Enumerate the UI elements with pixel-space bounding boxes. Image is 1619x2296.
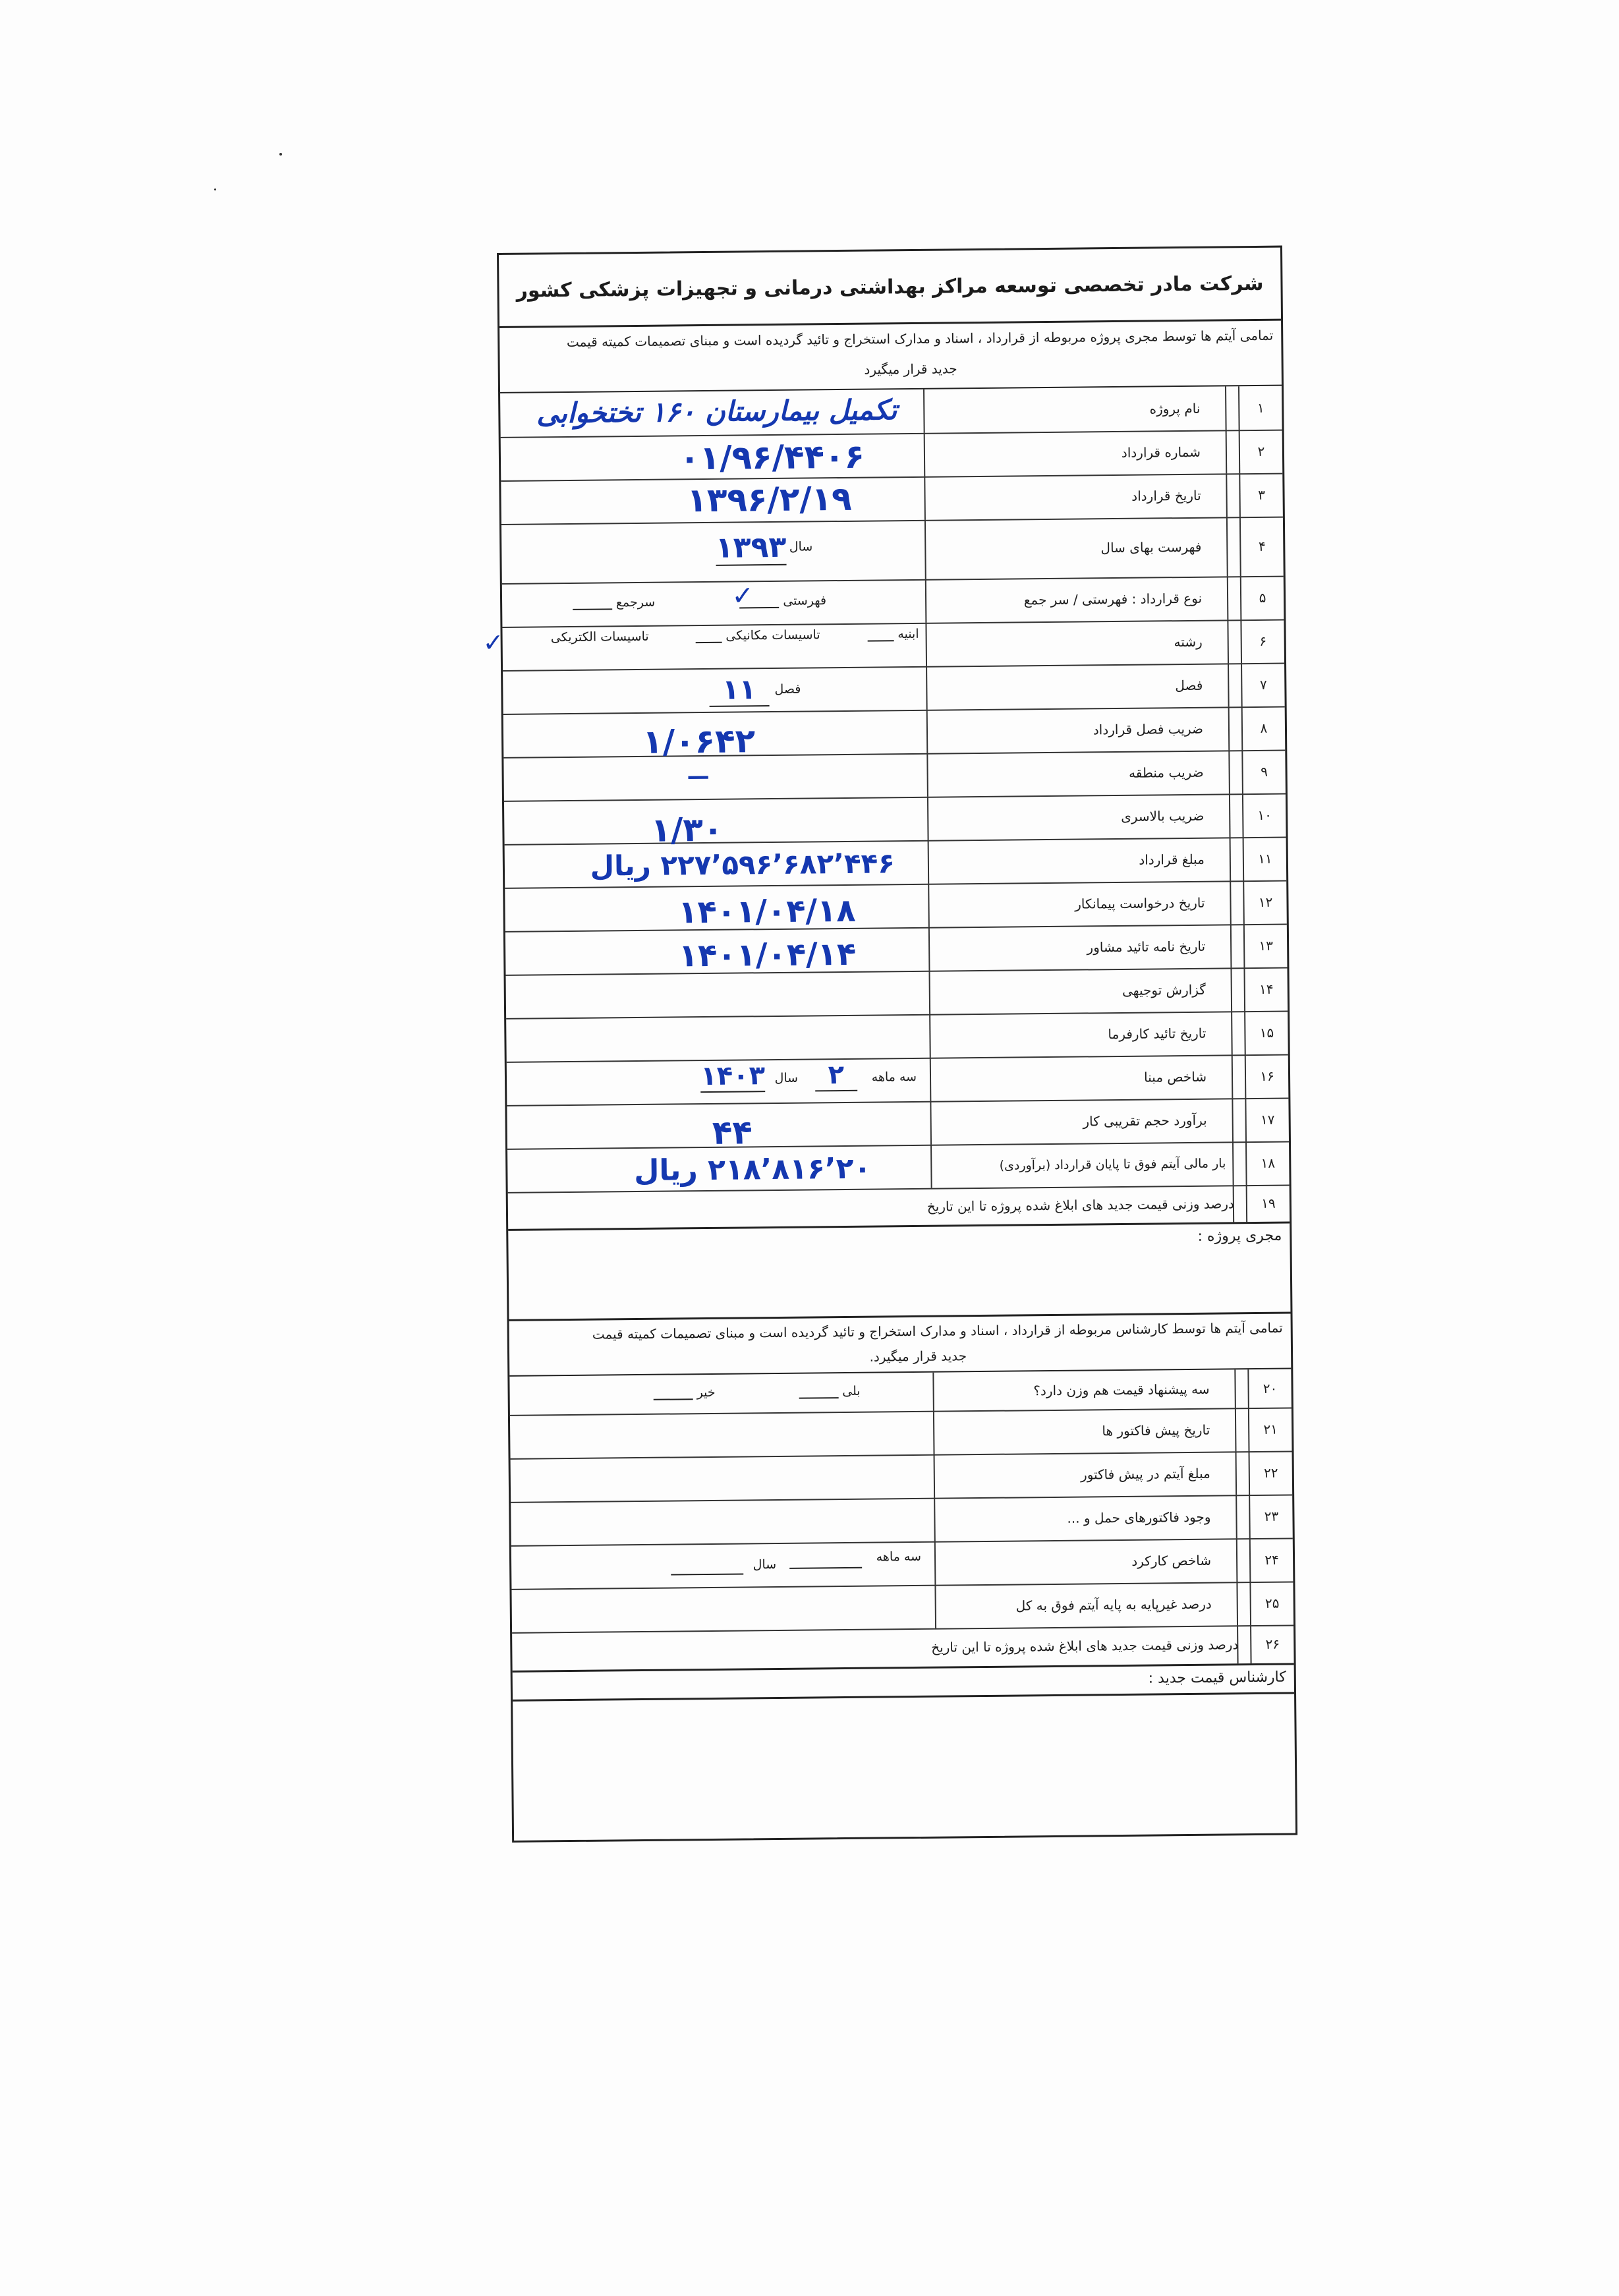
row-label: ضریب منطقه <box>926 750 1230 796</box>
handwritten-quarter: ۲ <box>814 1060 857 1092</box>
handwritten-year: ۱۴۰۳ <box>700 1060 766 1092</box>
row-number: ۵ <box>1240 576 1284 620</box>
option-electrical <box>551 629 649 645</box>
row-label: شاخص کارکرد <box>934 1538 1238 1584</box>
row-label: فصل <box>926 663 1230 709</box>
row-number: ۷ <box>1241 663 1285 707</box>
scan-speck <box>279 153 282 156</box>
price-form <box>482 246 1297 1843</box>
year-label: سال <box>774 1070 799 1086</box>
row-number: ۱۷ <box>1245 1098 1289 1142</box>
row-number: ۲ <box>1239 430 1283 474</box>
year-label: سال <box>753 1557 777 1572</box>
row-number: ۱ <box>1238 386 1282 430</box>
price-expert-signature-box <box>513 1692 1295 1840</box>
signer-label: کارشناس قیمت جدید : <box>1148 1669 1286 1687</box>
organization-title: شرکت مادر تخصصی توسعه مراکز بهداشتی درمانی و تجهیزات پزشکی کشور <box>499 248 1281 328</box>
row-label: شاخص مبنا <box>930 1054 1234 1101</box>
row-label: گزارش توجیهی <box>928 967 1232 1014</box>
option-yes <box>799 1384 861 1399</box>
option-label: بلی <box>842 1383 861 1399</box>
handwritten-value: ۰۱/۹۶/۴۴۰۶ <box>679 437 865 478</box>
option-label: فهرستی <box>783 593 827 608</box>
handwritten-value: ۱۳۹۶/۲/۱۹ <box>687 479 852 520</box>
handwritten-value: ۱۱ <box>709 673 770 707</box>
row-label: برآورد حجم تقریبی کار <box>930 1098 1234 1144</box>
handwritten-value: — <box>687 762 710 790</box>
handwritten-value: ۱/۰۶۴۲ <box>642 722 756 761</box>
row-label: تاریخ نامه تائید مشاور <box>928 924 1232 970</box>
row-label: سه پیشنهاد قیمت هم وزن دارد؟ <box>932 1369 1236 1410</box>
handwritten-value: ۲۲۷٬۵۹۶٬۶۸۲٬۴۴۶ ریال <box>590 847 895 882</box>
row-label: درصد وزنی قیمت جدید های ابلاغ شده پروژه تا این تاریخ <box>926 1195 1235 1215</box>
row-number: ۶ <box>1240 619 1284 664</box>
year-prefix: سال <box>789 539 813 554</box>
intro-line: جدید قرار میگیرد. <box>869 1348 967 1365</box>
row-label: فهرست بهای سال <box>924 517 1228 579</box>
row-label: شماره قرارداد <box>924 430 1228 476</box>
row-number: ۱۲ <box>1243 880 1287 925</box>
quarter-blank <box>789 1567 862 1569</box>
option-mechanical <box>695 627 820 643</box>
handwritten-value: تکمیل بیمارستان ۱۶۰ تختخوابی <box>536 393 897 430</box>
handwritten-value: ۱/۳۰ <box>650 810 724 849</box>
row-label: درصد غیرپایه به پایه آیتم فوق به کل <box>934 1582 1238 1628</box>
row-number: ۱۶ <box>1245 1054 1289 1099</box>
intro-line: تمامی آیتم ها توسط مجری پروژه مربوطه از قرارداد ، اسناد و مدارک استخراج و تائید گردیده است و مبنای تصمیمات کمیته قیمت <box>566 327 1274 350</box>
option-no <box>653 1385 715 1400</box>
year-blank <box>671 1573 743 1575</box>
row-number: ۱۸ <box>1245 1141 1290 1186</box>
row-number: ۱۳ <box>1243 924 1288 968</box>
option-building <box>867 627 919 642</box>
row-number: ۲۲ <box>1249 1451 1293 1495</box>
option-label: خیر <box>696 1385 716 1400</box>
chapter-prefix: فصل <box>774 681 801 697</box>
option-lump-sum <box>573 595 656 610</box>
row-number: ۲۶ <box>1250 1624 1294 1663</box>
section1-intro <box>499 319 1282 393</box>
row-price-list-year <box>501 517 1284 585</box>
row-label: نام پروژه <box>923 386 1227 432</box>
checkmark: ✓ <box>731 581 754 612</box>
row-number: ۸ <box>1241 706 1286 751</box>
option-label: سرجمع <box>615 594 656 610</box>
handwritten-value: ۱۴۰۱/۰۴/۱۴ <box>678 935 857 975</box>
row-number: ۴ <box>1239 517 1284 577</box>
row-number: ۹ <box>1241 750 1286 794</box>
row-label: نوع قرارداد : فهرستی / سر جمع <box>925 576 1229 622</box>
row-label: تاریخ تائید کارفرما <box>929 1011 1233 1057</box>
row-number: ۲۳ <box>1249 1494 1293 1538</box>
handwritten-value: ۴۴ <box>712 1113 753 1152</box>
row-label: رشته <box>925 619 1229 666</box>
row-number: ۲۴ <box>1249 1537 1293 1582</box>
row-label: تاریخ درخواست پیمانکار <box>928 880 1232 927</box>
option-label: تاسیسات الکتریکی <box>550 629 649 645</box>
handwritten-value: ۱۳۹۳ <box>715 530 787 565</box>
row-label: مبلغ آیتم در پیش فاکتور <box>934 1451 1237 1497</box>
row-label: مبلغ قرارداد <box>928 837 1232 883</box>
handwritten-value: ۱۴۰۱/۰۴/۱۸ <box>677 892 856 931</box>
row-label: بار مالی آیتم فوق تا پایان قرارداد (برآوردی) <box>930 1141 1234 1188</box>
row-number: ۳ <box>1239 473 1283 517</box>
checkmark: ✓ <box>482 627 504 658</box>
row-number: ۱۰ <box>1242 793 1286 838</box>
signer-label: مجری پروژه : <box>1197 1227 1282 1245</box>
row-label: تاریخ پیش فاکتور ها <box>933 1408 1237 1454</box>
row-number: ۲۰ <box>1247 1369 1292 1408</box>
row-label: ضریب فصل قرارداد <box>926 706 1230 753</box>
row-number: ۲۵ <box>1249 1581 1293 1625</box>
scan-speck <box>214 188 216 190</box>
row-number: ۱۵ <box>1244 1011 1288 1055</box>
section2-intro <box>509 1314 1292 1377</box>
quarter-label: سه ماهه <box>871 1069 917 1085</box>
row-number: ۲۱ <box>1248 1408 1292 1452</box>
intro-line: تمامی آیتم ها توسط کارشناس مربوطه از قرارداد ، اسناد و مدارک استخراج و تائید گردیده است و مبنای تصمیمات کمیته قیمت <box>592 1319 1283 1342</box>
row-number: ۱۹ <box>1246 1185 1290 1222</box>
row-label: ضریب بالاسری <box>927 793 1231 840</box>
project-executor-signature <box>508 1222 1290 1321</box>
handwritten-value: ۲۱۸٬۸۱۶٬۲۰ ریال <box>633 1151 872 1188</box>
intro-line: جدید قرار میگیرد <box>864 360 957 378</box>
row-number: ۱۱ <box>1243 837 1287 881</box>
option-label: ابنیه <box>897 626 919 642</box>
row-label: تاریخ قرارداد <box>924 473 1228 519</box>
row-label: درصد وزنی قیمت جدید های ابلاغ شده پروژه تا این تاریخ <box>931 1636 1239 1655</box>
quarter-label: سه ماهه <box>876 1549 922 1564</box>
option-label: تاسیسات مکانیکی <box>725 627 820 643</box>
row-number: ۱۴ <box>1243 967 1288 1012</box>
row-label: وجود فاکتورهای حمل و ... <box>934 1495 1237 1541</box>
